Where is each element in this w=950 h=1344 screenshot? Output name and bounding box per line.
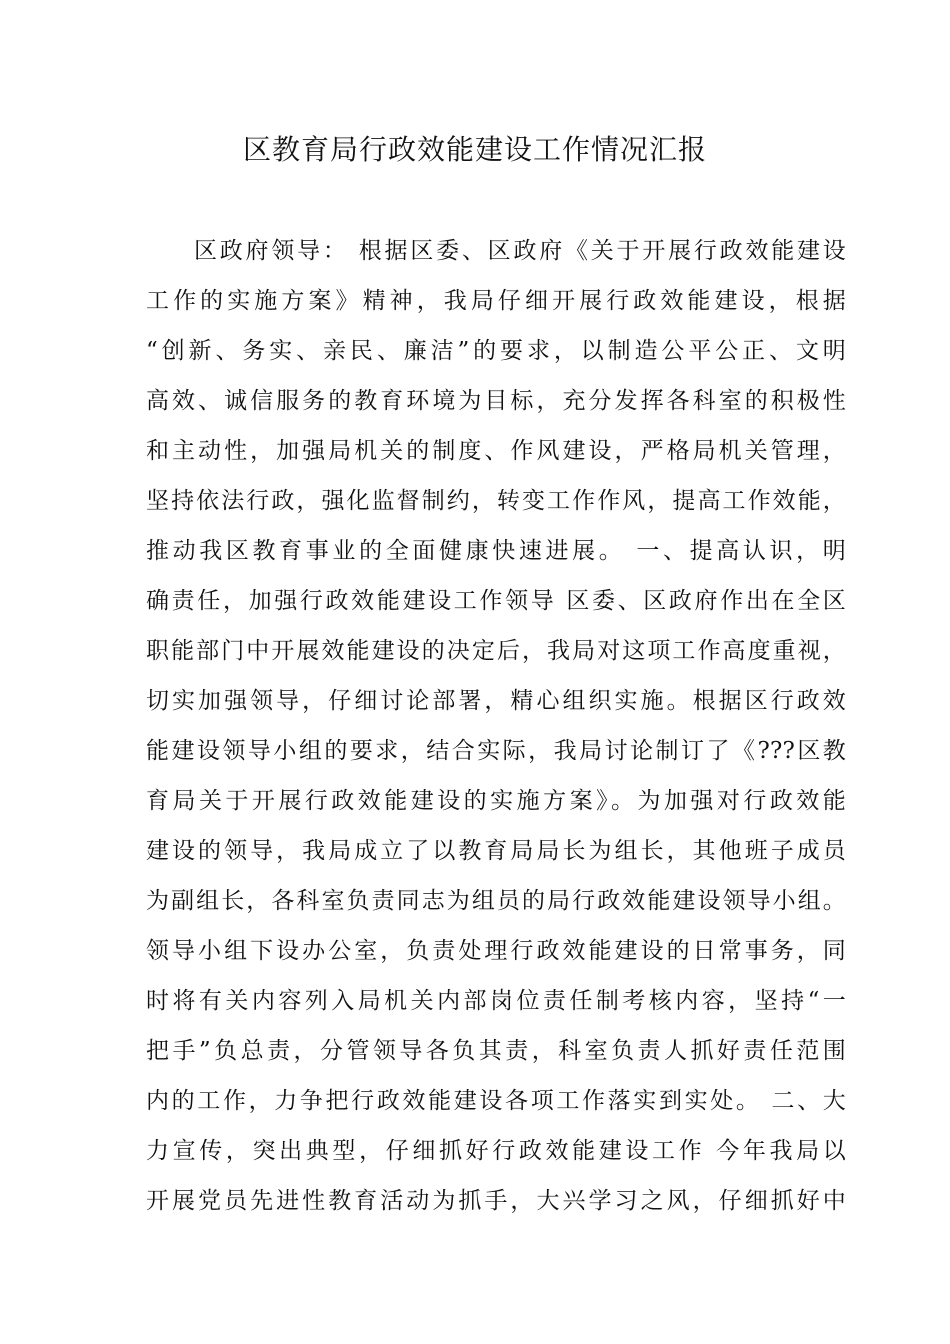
body-line: 职能部门中开展效能建设的决定后，我局对这项工作高度重视， [146,638,846,664]
body-line: 区政府领导： 根据区委、区政府《关于开展行政效能建设 [194,238,846,264]
body-line: 建设的领导，我局成立了以教育局局长为组长，其他班子成员 [146,838,846,864]
body-line: 和主动性，加强局机关的制度、作风建设，严格局机关管理， [146,438,846,464]
body-line: 工作的实施方案》精神，我局仔细开展行政效能建设，根据 [146,288,846,314]
body-line: 力宣传，突出典型，仔细抓好行政效能建设工作 今年我局以 [146,1138,846,1164]
body-line: 坚持依法行政，强化监督制约，转变工作作风，提高工作效能， [146,488,846,514]
body-line: “创新、务实、亲民、廉洁”的要求，以制造公平公正、文明 [146,338,846,364]
body-line: 能建设领导小组的要求，结合实际，我局讨论制订了《???区教 [146,738,846,764]
body-line: 育局关于开展行政效能建设的实施方案》。为加强对行政效能 [146,788,846,814]
body-line: 内的工作，力争把行政效能建设各项工作落实到实处。 二、大 [146,1088,846,1114]
document-body [146,226,846,1226]
body-line: 时将有关内容列入局机关内部岗位责任制考核内容，坚持“一 [146,988,846,1014]
body-line: 把手”负总责，分管领导各负其责，科室负责人抓好责任范围 [146,1038,846,1064]
body-line: 高效、诚信服务的教育环境为目标，充分发挥各科室的积极性 [146,388,846,414]
body-line: 开展党员先进性教育活动为抓手，大兴学习之风，仔细抓好中 [146,1188,846,1214]
body-line: 确责任，加强行政效能建设工作领导 区委、区政府作出在全区 [146,588,846,614]
body-line: 领导小组下设办公室，负责处理行政效能建设的日常事务，同 [146,938,846,964]
body-line: 推动我区教育事业的全面健康快速进展。 一、提高认识，明 [146,538,846,564]
body-line: 切实加强领导，仔细讨论部署，精心组织实施。根据区行政效 [146,688,846,714]
document-title: 区教育局行政效能建设工作情况汇报 [242,133,707,166]
body-line: 为副组长，各科室负责同志为组员的局行政效能建设领导小组。 [146,888,846,914]
